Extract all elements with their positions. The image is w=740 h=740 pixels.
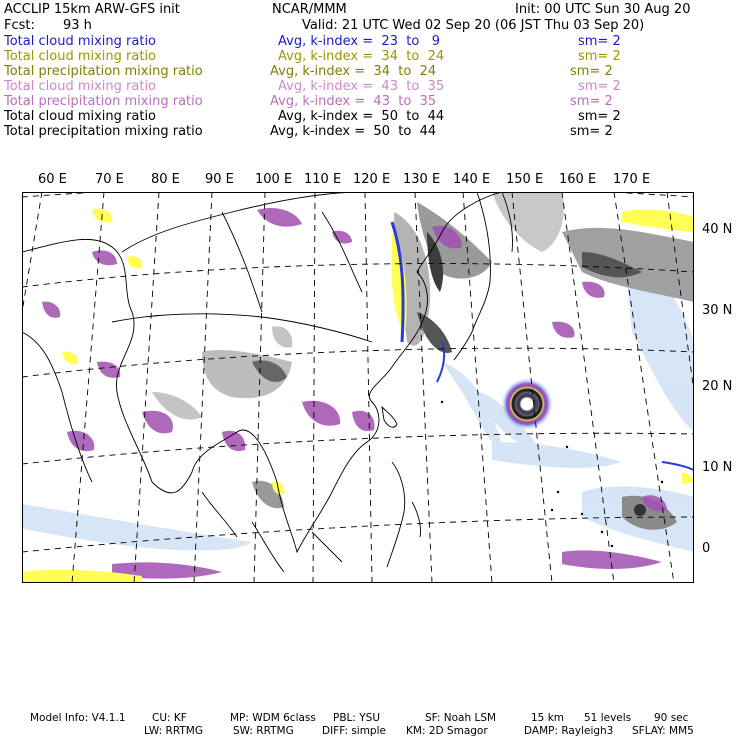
footer-item: Model Info: V4.1.1 (30, 712, 126, 724)
footer-item: LW: RRTMG (144, 725, 203, 737)
field-smoothing: sm= 2 (578, 109, 621, 124)
lon-label: 160 E (559, 172, 597, 187)
field-index-range: Avg, k-index = 23 to 9 (278, 34, 440, 49)
lon-label: 140 E (453, 172, 491, 187)
forecast-map (22, 192, 694, 583)
forecast-label: Fcst: (4, 18, 35, 33)
lat-label: 20 N (702, 379, 733, 394)
field-row (4, 49, 156, 64)
lon-label: 90 E (205, 172, 234, 187)
field-index-range: Avg, k-index = 43 to 35 (270, 94, 437, 109)
field-index-range: Avg, k-index = 34 to 24 (278, 49, 445, 64)
field-name: Total precipitation mixing ratio (4, 64, 203, 79)
lon-label: 130 E (403, 172, 441, 187)
field-row (4, 109, 156, 124)
init-time: Init: 00 UTC Sun 30 Aug 20 (515, 2, 691, 17)
lat-label: 40 N (702, 222, 733, 237)
footer-item: MP: WDM 6class (230, 712, 316, 724)
lon-label: 120 E (353, 172, 391, 187)
footer-item: SF: Noah LSM (425, 712, 497, 724)
footer-item: KM: 2D Smagor (406, 725, 488, 737)
lat-label: 10 N (702, 460, 733, 475)
lon-label: 80 E (151, 172, 180, 187)
field-row (4, 34, 156, 49)
lon-label: 70 E (95, 172, 124, 187)
footer-item: 90 sec (654, 712, 689, 724)
model-title: ACCLIP 15km ARW-GFS init (4, 2, 180, 17)
field-smoothing: sm= 2 (570, 64, 613, 79)
footer-item: 15 km (531, 712, 565, 724)
field-name: Total cloud mixing ratio (4, 49, 157, 64)
lon-label: 170 E (613, 172, 651, 187)
field-index-range: Avg, k-index = 50 to 44 (270, 124, 437, 139)
footer-item: CU: KF (152, 712, 187, 724)
footer-item: DAMP: Rayleigh3 (524, 725, 614, 737)
lat-label: 0 (702, 541, 711, 556)
typhoon-vortex (501, 378, 553, 430)
field-row (4, 124, 203, 139)
field-smoothing: sm= 2 (578, 49, 621, 64)
field-smoothing: sm= 2 (570, 124, 613, 139)
field-index-range: Avg, k-index = 34 to 24 (270, 64, 437, 79)
footer-item: DIFF: simple (322, 725, 386, 737)
field-name: Total cloud mixing ratio (4, 79, 157, 94)
field-name: Total precipitation mixing ratio (4, 124, 203, 139)
org-label: NCAR/MMM (272, 2, 347, 17)
forecast-hours: 93 h (63, 18, 92, 33)
field-name: Total cloud mixing ratio (4, 109, 157, 124)
lon-label: 100 E (255, 172, 293, 187)
field-smoothing: sm= 2 (570, 94, 613, 109)
lon-label: 60 E (38, 172, 67, 187)
footer-item: PBL: YSU (333, 712, 381, 724)
footer-item: 51 levels (584, 712, 632, 724)
lon-label: 150 E (506, 172, 544, 187)
field-index-range: Avg, k-index = 43 to 35 (278, 79, 445, 94)
field-smoothing: sm= 2 (578, 79, 621, 94)
field-name: Total cloud mixing ratio (4, 34, 157, 49)
lon-label: 110 E (304, 172, 342, 187)
field-index-range: Avg, k-index = 50 to 44 (278, 109, 445, 124)
field-row (4, 94, 203, 109)
field-row (4, 64, 203, 79)
field-smoothing: sm= 2 (578, 34, 621, 49)
valid-time: Valid: 21 UTC Wed 02 Sep 20 (06 JST Thu 03 Sep 20) (302, 18, 645, 33)
field-name: Total precipitation mixing ratio (4, 94, 203, 109)
footer-item: SFLAY: MM5 (632, 725, 694, 737)
field-row (4, 79, 156, 94)
lat-label: 30 N (702, 303, 733, 318)
footer-item: SW: RRTMG (233, 725, 294, 737)
